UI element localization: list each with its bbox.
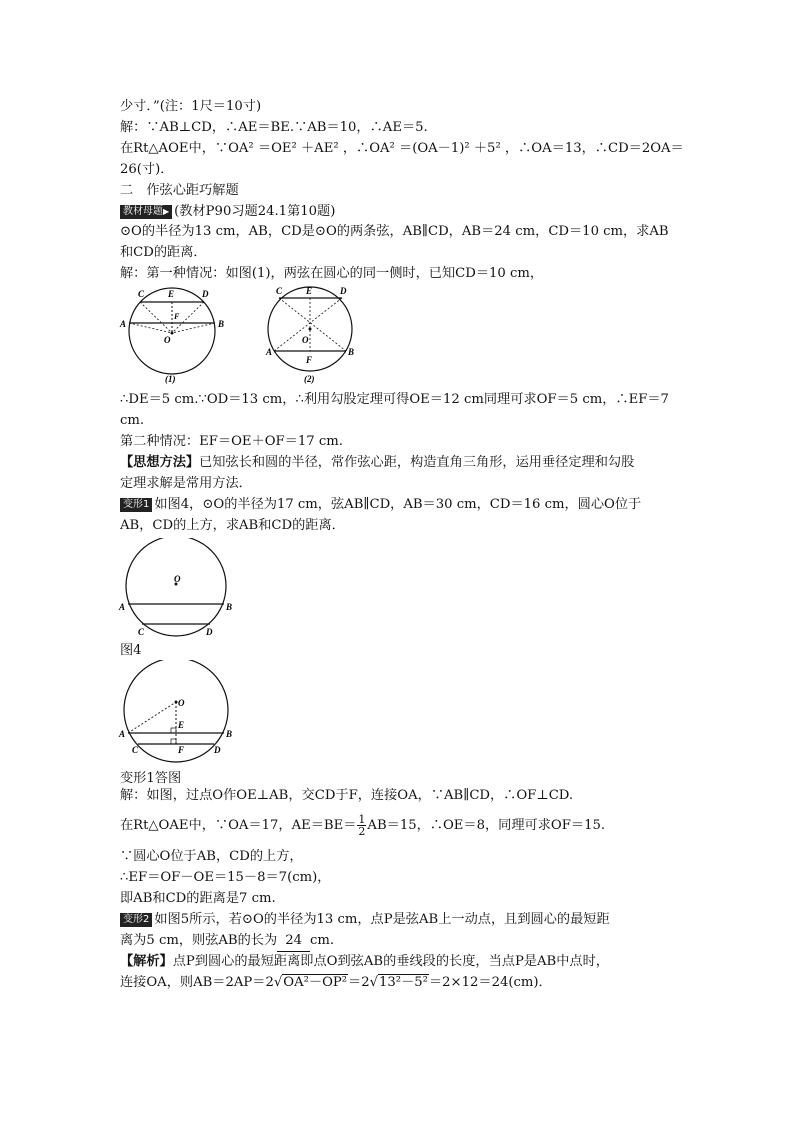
fig1-label-c: C xyxy=(138,289,145,299)
solution-2-line-4: ∴EF＝OF－OE＝15－8＝7(cm)， xyxy=(120,870,331,885)
ans-label-d: D xyxy=(214,745,221,755)
figure-2-diagram xyxy=(262,285,362,385)
ans-label-a: A xyxy=(119,729,126,739)
text-line-3a: 在Rt△AOE中，∵OA² ＝OE² ＋AE² ，∴OA² ＝(OA－1)² ＋5² ，∴OA＝13，∴CD＝2OA＝ xyxy=(120,141,684,156)
problem-line-2: 和CD的距离． xyxy=(120,245,207,260)
fig2-label-d: D xyxy=(340,286,347,296)
fig4-label-a: A xyxy=(119,602,126,612)
fig1-caption: (1) xyxy=(165,374,176,384)
variant-1-answer-diagram xyxy=(116,660,240,766)
figure-1-diagram xyxy=(118,285,230,385)
analysis-text-post: ＝2×12＝24(cm)． xyxy=(428,975,552,990)
figure-4-diagram xyxy=(116,538,240,638)
sqrt-expression-2: 13²－5² xyxy=(379,975,428,990)
solution-2-line-1: 解：如图，过点O作OE⊥AB，交CD于F，连接OA，∵AB∥CD，∴OF⊥CD. xyxy=(120,788,574,803)
fig2-label-f: F xyxy=(306,355,313,365)
ans-label-b: B xyxy=(226,729,233,739)
method-line-1 xyxy=(120,453,680,473)
solution-line-3: 第二种情况：EF＝OE＋OF＝17 cm. xyxy=(120,434,343,449)
ans-label-f: F xyxy=(178,745,185,755)
variant-2-line-1 xyxy=(120,910,680,930)
variant-1-text-a: 如图4，⊙O的半径为17 cm，弦AB∥CD，AB＝30 cm，CD＝16 cm，圆心O位于 xyxy=(154,497,642,512)
fig2-label-a: A xyxy=(266,347,273,357)
text-line-1: 少寸．”(注：1尺＝10寸) xyxy=(120,99,262,114)
variant-2-badge: 变形2 xyxy=(120,913,152,927)
textbook-source-line xyxy=(120,202,680,222)
analysis-text-mid: ＝2 xyxy=(348,975,370,990)
variant-2-text-a: 如图5所示，若⊙O的半径为13 cm，点P是弦AB上一动点，且到圆心的最短距 xyxy=(154,912,610,927)
fig2-caption: (2) xyxy=(304,374,315,384)
text-line-2: 解：∵AB⊥CD，∴AE＝BE.∵AB＝10，∴AE＝5. xyxy=(120,120,428,135)
method-label: 【思想方法】 xyxy=(120,455,200,470)
fig2-label-c: C xyxy=(276,286,283,296)
fig1-label-f: F xyxy=(174,312,180,321)
solution-2-line-3: ∵圆心O位于AB，CD的上方， xyxy=(120,849,303,864)
variant-1-line-1 xyxy=(120,495,680,515)
solution-2-line-5: 即AB和CD的距离是7 cm. xyxy=(120,891,276,906)
ans-label-c: C xyxy=(132,745,139,755)
solution-2-line-2 xyxy=(120,814,680,837)
fig1-label-b: B xyxy=(218,319,225,329)
problem-line-1: ⊙O的半径为13 cm，AB，CD是⊙O的两条弦，AB∥CD，AB＝24 cm，CD＝10 cm，求AB xyxy=(120,224,669,239)
ans-label-e: E xyxy=(178,720,185,730)
fig4-label-o: O xyxy=(174,574,181,584)
fig1-label-d: D xyxy=(202,289,209,299)
variant-2-unit: cm. xyxy=(309,933,335,948)
solution-2-text-b: AB＝15，∴OE＝8，同理可求OF＝15. xyxy=(367,818,606,833)
solution-line-2a: ∴DE＝5 cm.∵OD＝13 cm，∴利用勾股定理可得OE＝12 cm同理可求OF＝5 cm，∴EF＝7 xyxy=(120,392,669,407)
analysis-line-2: 连接OA，则AB＝2AP＝2√OA²－OP²＝2√13²－5²＝2×12＝24(cm)． xyxy=(120,975,552,990)
textbook-source-text: (教材P90习题24.1第10题) xyxy=(174,204,336,219)
variant-1-badge: 变形1 xyxy=(120,498,152,512)
method-text-a: 已知弦长和圆的半径，常作弦心距，构造直角三角形，运用垂径定理和勾股 xyxy=(199,455,635,470)
variant-2-line-2 xyxy=(120,931,680,952)
fig4-label-b: B xyxy=(226,602,233,612)
solution-line-2b: cm. xyxy=(120,413,145,428)
fig2-label-o: O xyxy=(302,335,309,345)
fig4-label-c: C xyxy=(138,627,145,637)
sqrt-expression-1: OA²－OP² xyxy=(283,975,348,990)
analysis-line-1 xyxy=(120,952,680,972)
fig2-label-e: E xyxy=(306,286,313,296)
analysis-label: 【解析】 xyxy=(120,954,173,969)
answer-blank: 24 xyxy=(277,931,310,952)
variant-2-text-b: 离为5 cm，则弦AB的长为 xyxy=(120,933,278,948)
textbook-tag-badge: 教材母题▶ xyxy=(120,205,172,219)
analysis-text-b: 连接OA，则AB＝2AP＝2 xyxy=(120,975,274,990)
solution-2-text-a: 在Rt△OAE中，∵OA＝17，AE＝BE＝ xyxy=(120,818,357,833)
fig1-label-e: E xyxy=(168,289,175,299)
solution-line-1: 解：第一种情况：如图(1)，两弦在圆心的同一侧时，已知CD＝10 cm， xyxy=(120,266,544,281)
fig1-label-o: O xyxy=(164,335,171,345)
ans-label-o: O xyxy=(178,698,185,708)
fig4-label-d: D xyxy=(206,627,213,637)
fig1-label-a: A xyxy=(120,319,127,329)
fraction-one-half: $\frac{1}{2}$ xyxy=(358,813,366,838)
figure-4-caption: 图4 xyxy=(120,643,142,658)
variant-1-answer-caption: 变形1答图 xyxy=(120,771,182,786)
section-heading-2: 二 作弦心距巧解题 xyxy=(120,183,239,198)
analysis-text-a: 点P到圆心的最短距离即点O到弦AB的垂线段的长度，当点P是AB中点时， xyxy=(172,954,609,969)
fig2-label-b: B xyxy=(348,347,355,357)
method-line-2: 定理求解是常用方法． xyxy=(120,476,252,491)
text-line-3b: 26(寸)． xyxy=(120,162,174,177)
variant-1-line-2: AB，CD的上方，求AB和CD的距离． xyxy=(120,518,345,533)
play-triangle-icon: ▶ xyxy=(163,207,170,216)
